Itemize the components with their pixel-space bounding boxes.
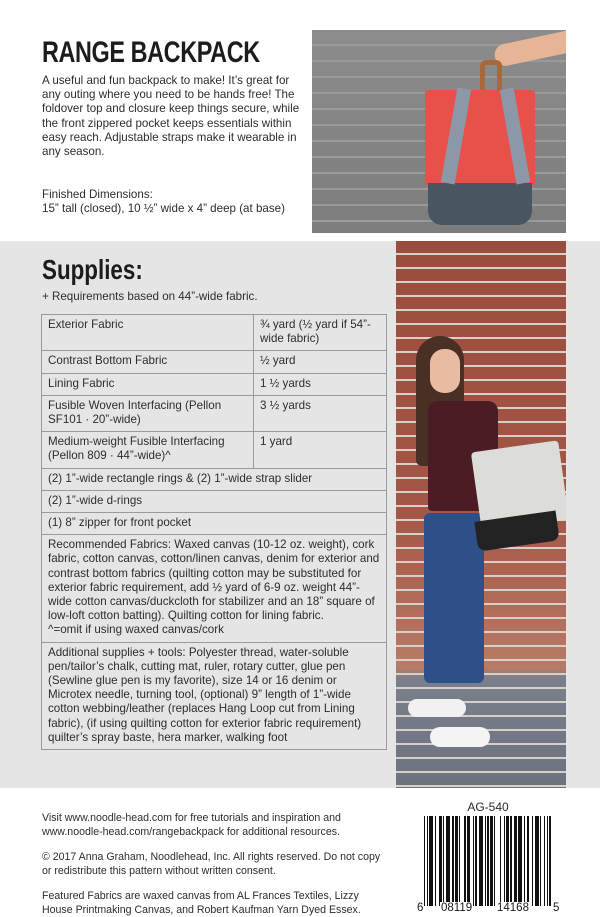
table-row [42,315,387,351]
shoe-shape [430,727,490,747]
supply-full-row: (2) 1”-wide d-rings [42,490,387,512]
supply-qty: ½ yard [254,351,387,373]
backpack-photo [312,30,566,233]
barcode-group-left: 08119 [441,902,473,914]
face-shape [430,349,460,393]
supplies-table [41,314,387,750]
supply-qty: 3 ½ yards [254,395,387,431]
table-row [42,395,387,431]
table-row [42,535,387,642]
table-row [42,351,387,373]
denim-bag-bottom-shape [428,183,532,225]
supply-qty: 1 ½ yards [254,373,387,395]
supply-item: Lining Fabric [42,373,254,395]
sku-label: AG-540 [467,800,509,814]
table-row [42,642,387,749]
leather-handle-shape [480,60,502,92]
supply-item: Exterior Fabric [42,315,254,351]
dimensions-value: 15” tall (closed), 10 ½” wide x 4” deep (at base) [42,202,285,216]
supply-item: Medium-weight Fusible Interfacing (Pellon 809 · 44”-wide)^ [42,432,254,468]
barcode-digit-right: 5 [553,902,560,914]
supply-item: Contrast Bottom Fabric [42,351,254,373]
hand-shape [493,30,566,68]
supply-full-row: (1) 8” zipper for front pocket [42,513,387,535]
pattern-description: A useful and fun backpack to make! It’s great for any outing where you need to be hands free! The foldover top and closure keep things secure, while the front zippered pocket keeps essentials within easy reach. Adjustable straps make it wearable in any season. [42,74,300,159]
supply-qty: 1 yard [254,432,387,468]
model-photo [396,241,566,788]
barcode-bars [424,816,552,906]
supply-qty: ¾ yard (½ yard if 54”-wide fabric) [254,315,387,351]
barcode-digit-left: 6 [417,902,424,914]
barcode-group-right: 14168 [497,902,529,914]
finished-dimensions [42,188,304,216]
dimensions-label: Finished Dimensions: [42,188,153,201]
table-row [42,468,387,490]
copyright-text: © 2017 Anna Graham, Noodlehead, Inc. All rights reserved. Do not copy or redistribute this pattern without written consent. [42,851,381,877]
visit-website-text: Visit www.noodle-head.com for free tutorials and inspiration and www.noodle-head.com/rangebackpack for additional resources. [42,812,341,838]
table-row [42,513,387,535]
featured-fabrics-text: Featured Fabrics are waxed canvas from AL Frances Textiles, Lizzy House Printmaking Canvas, and Robert Kaufman Yarn Dyed Essex. [42,890,361,916]
jeans-shape [424,513,484,683]
omit-note: ^=omit if using waxed canvas/cork [48,623,224,637]
pattern-title: RANGE BACKPACK [42,36,260,69]
supply-item: Fusible Woven Interfacing (Pellon SF101 · 20”-wide) [42,395,254,431]
table-row [42,490,387,512]
table-row [42,432,387,468]
supply-full-row: (2) 1”-wide rectangle rings & (2) 1”-wide strap slider [42,468,387,490]
supplies-heading: Supplies: [42,254,143,285]
upc-barcode [416,816,560,912]
recommended-fabrics-cell [42,535,387,642]
recommended-fabrics-text: Recommended Fabrics: Waxed canvas (10-12 oz. weight), cork fabric, cotton canvas, cotton/linen canvas, denim for exterior and contrast bottom fabrics (quilting cotton may be substituted for exterior fabric requirement, add ½ yard of 6-9 oz. weight 44”-wide cotton canvas/duckcloth for stabilizer and an 18” square of low-loft cotton batting). Quilting cotton for lining fabric. [48,538,380,623]
requirements-note: + Requirements based on 44”-wide fabric. [42,290,258,303]
table-row [42,373,387,395]
shoe-shape [408,699,466,717]
additional-supplies-cell: Additional supplies + tools: Polyester thread, water-soluble pen/tailor’s chalk, cutting mat, ruler, rotary cutter, glue pen (Sewline glue pen is my favorite), size 14 or 16 denim or Microtex needle, turning tool, (optional) 9” length of 1”-wide cotton webbing/leather (replaces Hang Loop cut from Lining fabric), (if using quilting cotton for exterior fabric requirement) quilter’s spray baste, hera marker, walking foot [42,642,387,749]
